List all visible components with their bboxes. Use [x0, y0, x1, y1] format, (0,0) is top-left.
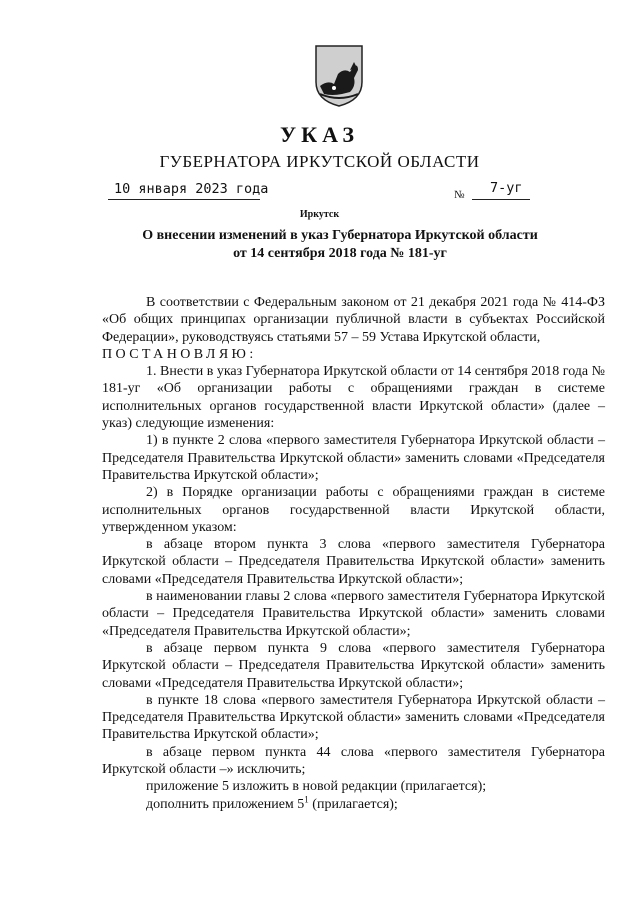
- paragraph-1: 1. Внести в указ Губернатора Иркутской области от 14 сентября 2018 года № 181-уг «Об организации работы с обращениями граждан в системе исполнительных органов государственной власти Иркутской области» (далее – указ) следующие изменения:: [102, 364, 605, 432]
- document-title: УКАЗ: [279, 122, 360, 147]
- paragraph-6: в абзаце первом пункта 9 слова «первого заместителя Губернатора Иркутской области – Председателя Правительства Иркутской области» заменить словами «Председателя Правительства Иркутской области»;: [102, 640, 605, 691]
- document-number: 7-уг: [490, 180, 523, 196]
- number-underline: [472, 199, 530, 200]
- paragraph-10-superscript: 1: [304, 793, 309, 804]
- paragraph-2: 1) в пункте 2 слова «первого заместителя Губернатора Иркутской области – Председателя Правительства Иркутской области» заменить словами «Председателя Правительства Иркутской области»;: [102, 433, 605, 483]
- paragraph-3: 2) в Порядке организации работы с обращениями граждан в системе исполнительных органов государственной власти Иркутской области, утвержденном указом:: [102, 485, 605, 535]
- paragraph-10-text: дополнить приложением 5: [146, 796, 305, 812]
- irkutsk-coat-of-arms-icon: [314, 44, 364, 108]
- document-date: 10 января 2023 года: [114, 181, 269, 197]
- heading-line-2: от 14 сентября 2018 года № 181-уг: [233, 246, 447, 261]
- date-underline: [108, 199, 260, 200]
- document-body: [102, 294, 605, 813]
- paragraph-4: в абзаце втором пункта 3 слова «первого заместителя Губернатора Иркутской области – Председателя Правительства Иркутской области» заменить словами «Председателя Правительства Иркутской области»;: [102, 537, 605, 587]
- number-sign: №: [454, 189, 465, 201]
- paragraph-7: в пункте 18 слова «первого заместителя Губернатора Иркутской области – Председателя Правительства Иркутской области» заменить словами «Председателя Правительства Иркутской области»;: [102, 692, 605, 743]
- paragraph-5: в наименовании главы 2 слова «первого заместителя Губернатора Иркутской области – Председателя Правительства Иркутской области» заменить словами «Председателя Правительства Иркутской области»;: [102, 589, 605, 639]
- document-subtitle: ГУБЕРНАТОРА ИРКУТСКОЙ ОБЛАСТИ: [159, 152, 480, 171]
- paragraph-9: приложение 5 изложить в новой редакции (прилагается);: [146, 779, 487, 795]
- paragraph-10: [102, 793, 605, 813]
- paragraph-8: в абзаце первом пункта 44 слова «первого заместителя Губернатора Иркутской области –» исключить;: [102, 744, 605, 778]
- heading-line-1: О внесении изменений в указ Губернатора Иркутской области: [142, 228, 538, 243]
- document-heading: [100, 227, 580, 263]
- paragraph-10-tail: (прилагается);: [308, 796, 398, 812]
- decree-word: ПОСТАНОВЛЯЮ:: [102, 346, 257, 362]
- document-city: Иркутск: [299, 209, 340, 220]
- preamble-paragraph: В соответствии с Федеральным законом от 21 декабря 2021 года № 414-ФЗ «Об общих принципах организации публичной власти в субъектах Российской Федерации», руководствуясь статьями 57 – 59 Устава Иркутской области,: [102, 295, 605, 345]
